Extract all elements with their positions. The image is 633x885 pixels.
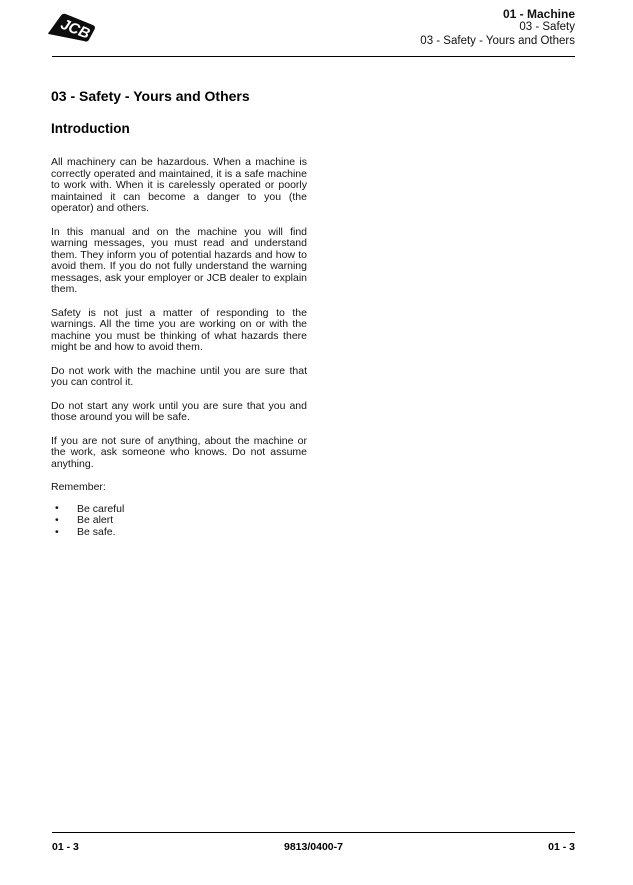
page-content xyxy=(51,89,307,539)
remember-label: Remember: xyxy=(51,481,106,493)
jcb-logo-text: JCB xyxy=(58,15,93,43)
paragraph: In this manual and on the machine you will find warning messages, you must read and understand them. They inform you of potential hazards and how to avoid them. If you do not fully understand the warning messages, ask your employer or JCB dealer to explain them. xyxy=(51,225,307,295)
paragraph: Do not work with the machine until you are sure that you can control it. xyxy=(51,364,307,388)
list-item-text: Be safe. xyxy=(77,526,116,539)
header-subsection: 03 - Safety - Yours and Others xyxy=(420,34,575,47)
paragraph: All machinery can be hazardous. When a machine is correctly operated and maintained, it is a safe machine to work with. When it is carelessly operated or poorly maintained it can become a danger to you (the operator) and others. xyxy=(51,156,307,214)
jcb-logo-icon xyxy=(44,6,104,52)
bullet-icon: • xyxy=(55,502,59,514)
footer-divider xyxy=(52,832,575,833)
footer-publication-number: 9813/0400-7 xyxy=(284,841,343,853)
header-breadcrumb xyxy=(420,8,575,48)
header-divider xyxy=(52,56,575,57)
list-item-text: Be alert xyxy=(77,514,114,527)
footer-page-number-right: 01 - 3 xyxy=(548,841,575,853)
paragraph: Do not start any work until you are sure that you and those around you will be safe. xyxy=(51,399,307,423)
section-heading: Introduction xyxy=(51,121,130,136)
page-footer xyxy=(52,841,575,853)
header-section: 03 - Safety xyxy=(519,21,575,34)
bullet-icon: • xyxy=(55,525,59,538)
bullet-icon: • xyxy=(55,513,59,526)
list-item-text: Be careful xyxy=(77,502,125,515)
paragraph: If you are not sure of anything, about the machine or the work, ask someone who knows. Do not assume anything. xyxy=(51,434,307,470)
footer-page-number-left: 01 - 3 xyxy=(52,841,79,853)
jcb-logo xyxy=(44,6,104,52)
header-chapter: 01 - Machine xyxy=(502,7,575,21)
safety-bullet-list xyxy=(51,504,307,540)
paragraph: Safety is not just a matter of responding to the warnings. All the time you are working on or with the machine you must be thinking of what hazards there might be and how to avoid them. xyxy=(51,306,307,353)
list-item xyxy=(51,527,307,539)
page-title: 03 - Safety - Yours and Others xyxy=(51,88,250,104)
